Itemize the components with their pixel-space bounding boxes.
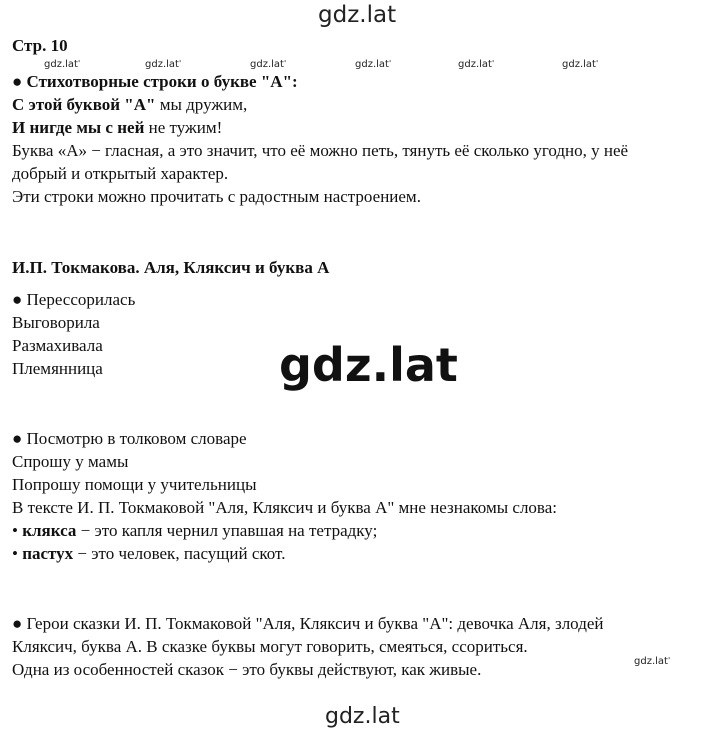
definition-pastukh — [12, 544, 285, 564]
verse-line-2-bold: И нигде мы с ней — [12, 118, 145, 137]
paragraph-2: Эти строки можно прочитать с радостным настроением. — [12, 187, 421, 206]
list-item: ● Посмотрю в толковом словаре — [12, 429, 247, 448]
heroes-line-3: Одна из особенностей сказок − это буквы действуют, как живые. — [12, 660, 482, 679]
verse-line-1-rest: мы дружим, — [155, 95, 248, 114]
definition-text: − это капля чернил упавшая на тетрадку; — [76, 521, 378, 540]
verse-line-2-rest: не тужим! — [144, 118, 223, 137]
heroes-line-1: ● Герои сказки И. П. Токмаковой "Аля, Кляксич и буква "А": девочка Аля, злодей — [12, 614, 604, 633]
watermark-right: gdz.lat ' — [634, 656, 670, 667]
verse-line-1 — [12, 95, 247, 115]
watermark-top: gdz.lat — [318, 2, 397, 28]
verse-line-1-bold: С этой буквой "А" — [12, 95, 156, 114]
list-item: ● Перессорилась — [12, 290, 136, 309]
watermark-small: gdz.lat ' — [562, 59, 598, 70]
definition-klyaksa — [12, 521, 377, 541]
definition-bullet: • — [12, 544, 23, 563]
list-item: Племянница — [12, 359, 103, 378]
watermark-small: gdz.lat ' — [44, 59, 80, 70]
section2-heading: И.П. Токмакова. Аля, Кляксич и буква А — [12, 258, 330, 277]
list-item: Размахивала — [12, 336, 103, 355]
definition-bullet: • — [12, 521, 23, 540]
heroes-line-2: Кляксич, буква А. В сказке буквы могут говорить, смеяться, ссориться. — [12, 637, 528, 656]
vocabulary-intro: В тексте И. П. Токмаковой "Аля, Кляксич и буква А" мне незнакомы слова: — [12, 498, 558, 517]
section1-heading: ● Стихотворные строки о букве "А": — [12, 72, 298, 91]
list-item: Выговорила — [12, 313, 100, 332]
watermark-small: gdz.lat ' — [355, 59, 391, 70]
paragraph-1-line-2: добрый и открытый характер. — [12, 164, 229, 183]
list-item: Попрошу помощи у учительницы — [12, 475, 257, 494]
list-item: Спрошу у мамы — [12, 452, 129, 471]
watermark-small: gdz.lat ' — [458, 59, 494, 70]
watermark-bottom: gdz.lat — [325, 704, 400, 729]
definition-term: клякса — [22, 521, 77, 540]
watermark-small: gdz.lat ' — [250, 59, 286, 70]
verse-line-2 — [12, 118, 222, 138]
watermark-center: gdz.lat — [279, 338, 458, 392]
definition-text: − это человек, пасущий скот. — [73, 544, 286, 563]
page-label: Стр. 10 — [12, 36, 68, 55]
watermark-small: gdz.lat ' — [145, 59, 181, 70]
paragraph-1-line-1: Буква «А» − гласная, а это значит, что её можно петь, тянуть её сколько угодно, у неё — [12, 141, 629, 160]
definition-term: пастух — [22, 544, 74, 563]
